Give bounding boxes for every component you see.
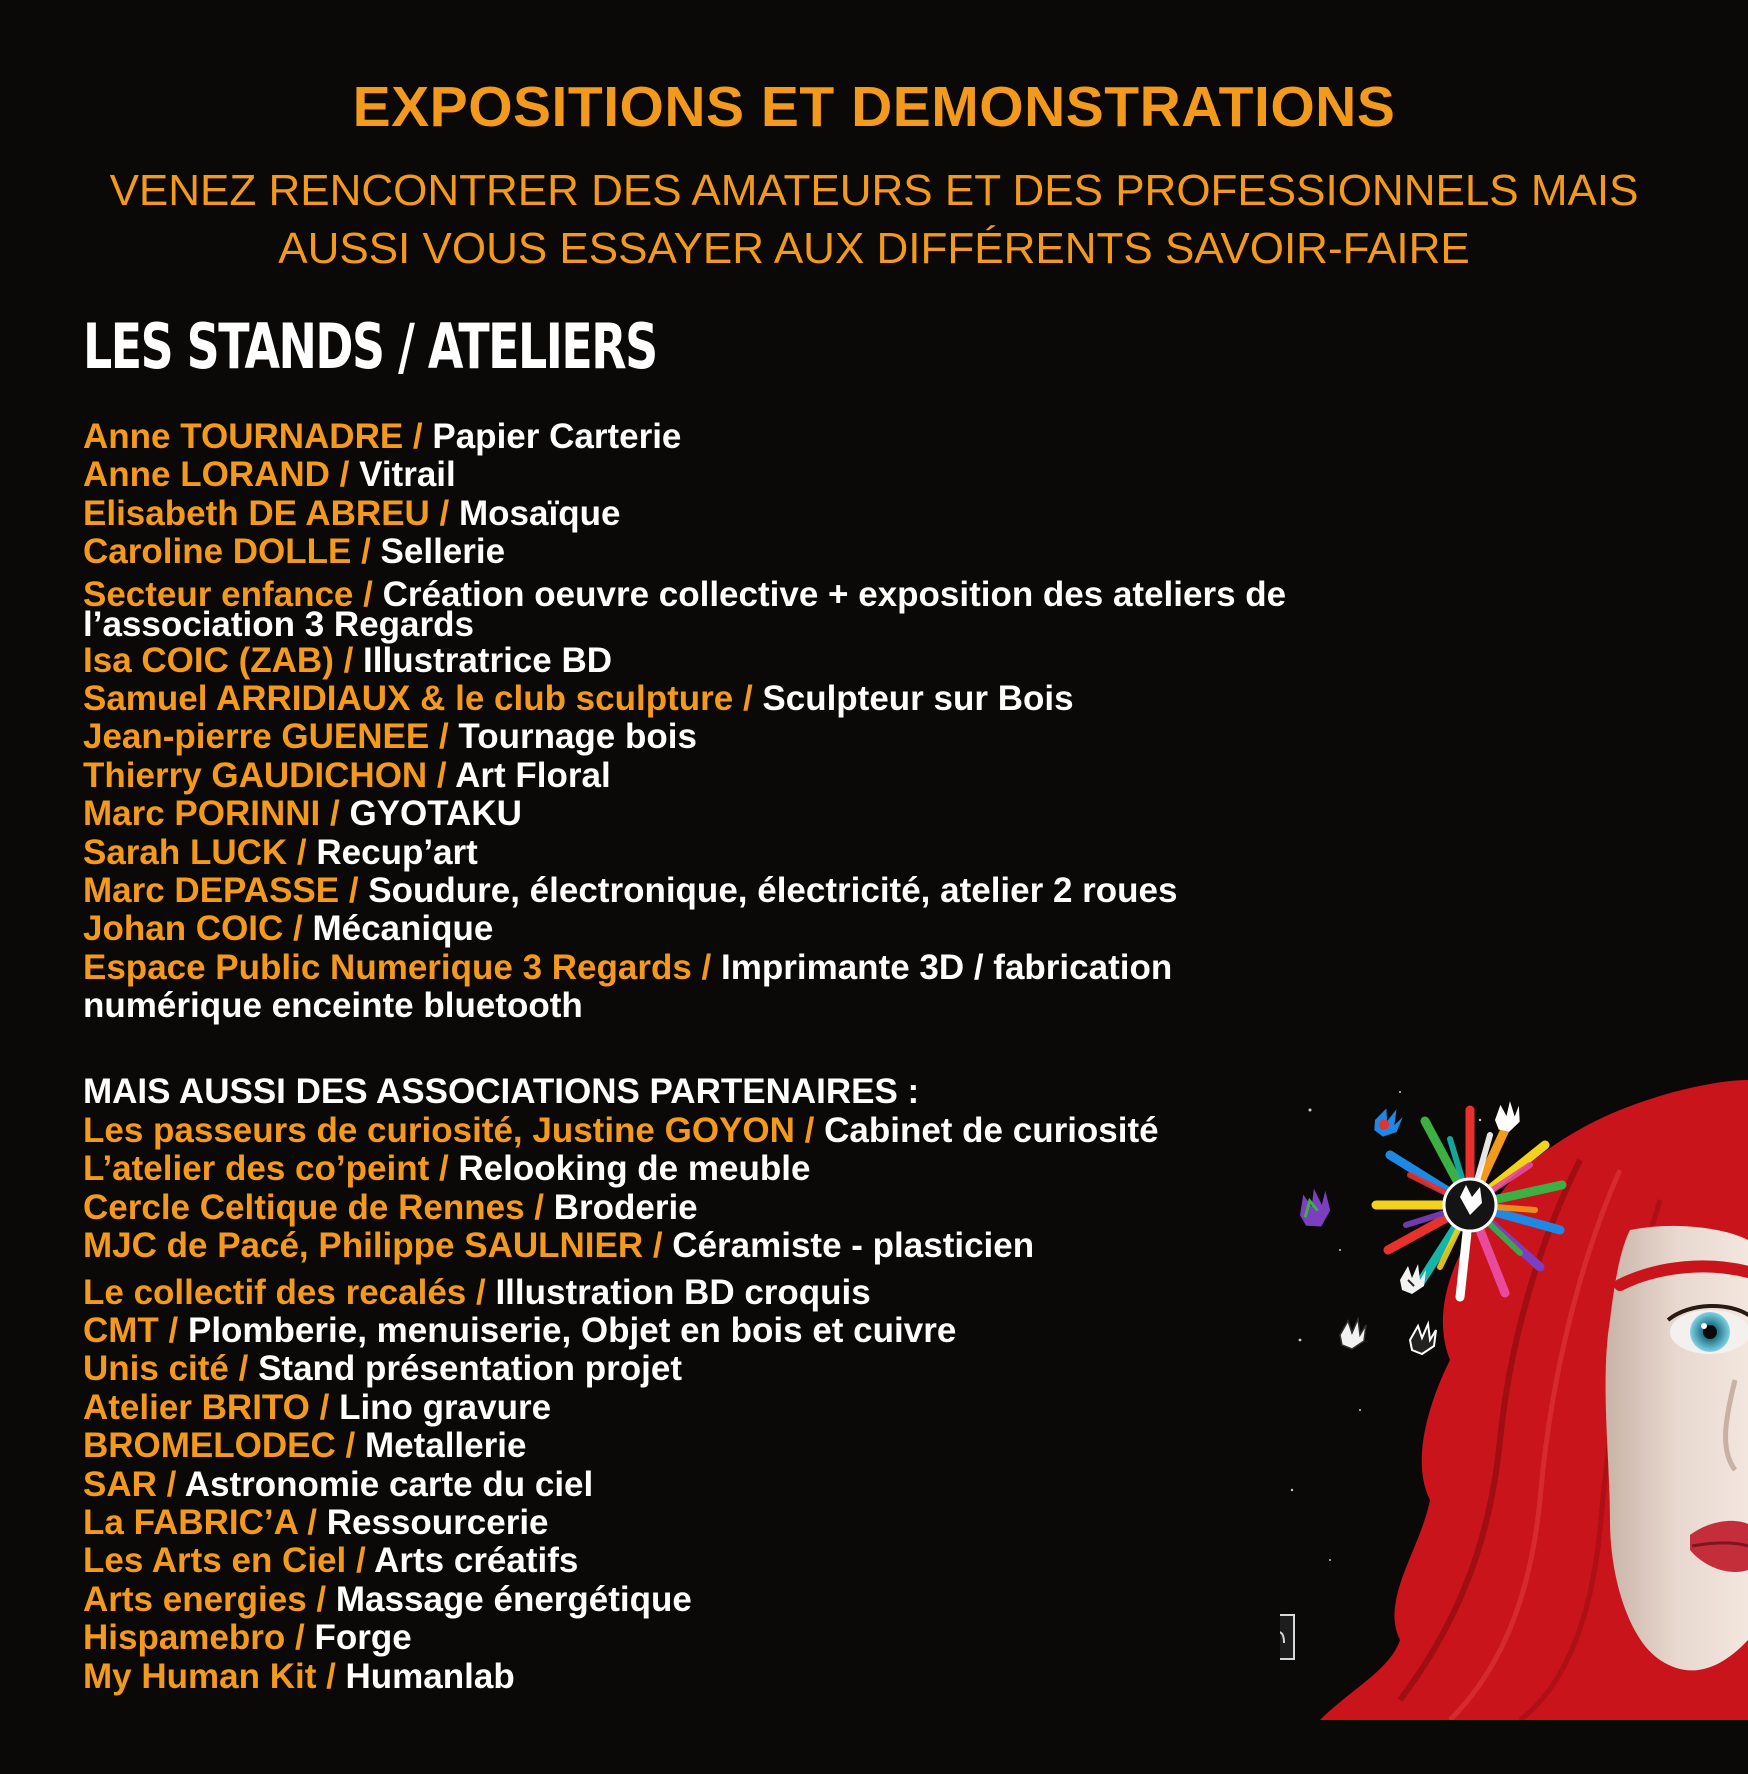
partner-name: La FABRIC’A /: [83, 1503, 327, 1543]
partner-name: BROMELODEC /: [83, 1426, 365, 1466]
exhibitor-activity: Imprimante 3D / fabrication numérique enceinte bluetooth: [83, 947, 1173, 1026]
list-item: [83, 795, 1483, 833]
list-item: [83, 1504, 1483, 1542]
partner-name: My Human Kit /: [83, 1656, 346, 1696]
list-item: [83, 574, 1483, 644]
list-item: [83, 418, 1483, 456]
exhibitor-name: Espace Public Numerique 3 Regards /: [83, 947, 721, 987]
list-item: [83, 1658, 1483, 1696]
partner-activity: Ressourcerie: [326, 1503, 549, 1543]
hand-icon: [1492, 1100, 1523, 1134]
partner-activity: Plomberie, menuiserie, Objet en bois et cuivre: [187, 1311, 957, 1351]
list-item: [83, 1112, 1483, 1150]
exhibitor-activity: Recup’art: [316, 832, 478, 872]
exhibitor-name: Anne LORAND /: [83, 455, 360, 495]
exhibitor-activity: Sculpteur sur Bois: [762, 679, 1074, 719]
list-item: [83, 1542, 1483, 1580]
list-item: [83, 949, 1343, 1026]
hand-icon: [1410, 1324, 1436, 1354]
list-item: [83, 910, 1483, 948]
signature-stamp: [1280, 1615, 1294, 1659]
exhibitor-name: Marc DEPASSE /: [83, 871, 369, 911]
hand-icon: [1371, 1105, 1404, 1141]
partner-activity: Relooking de meuble: [458, 1149, 811, 1189]
list-item: [83, 1312, 1483, 1350]
list-item: [83, 1150, 1483, 1188]
exhibitor-name: Elisabeth DE ABREU /: [83, 493, 459, 533]
subtitle-line-1: VENEZ RENCONTRER DES AMATEURS ET DES PROFESSIONNELS MAIS: [109, 166, 1639, 215]
exhibitor-activity: Soudure, électronique, électricité, atelier 2 roues: [368, 871, 1178, 911]
partner-activity: Arts créatifs: [374, 1541, 579, 1581]
partner-name: Unis cité /: [83, 1349, 259, 1389]
list-item: [83, 1389, 1483, 1427]
list-item: [83, 1466, 1483, 1504]
partners-heading: MAIS AUSSI DES ASSOCIATIONS PARTENAIRES :: [83, 1072, 920, 1111]
exhibitor-name: Jean-pierre GUENEE /: [83, 717, 459, 757]
partner-activity: Lino gravure: [339, 1387, 552, 1427]
exhibitor-activity: Mosaïque: [459, 493, 621, 533]
stands-list: [83, 418, 1483, 1026]
stands-heading: LES STANDS / ATELIERS: [83, 310, 657, 383]
exhibitor-activity: Tournage bois: [458, 717, 697, 757]
exhibitor-activity: Sellerie: [380, 532, 506, 572]
list-item: [83, 495, 1483, 533]
partner-name: Les Arts en Ciel /: [83, 1541, 375, 1581]
list-item: [83, 872, 1483, 910]
partner-name: L’atelier des co’peint /: [83, 1149, 459, 1189]
partner-activity: Massage énergétique: [335, 1579, 692, 1619]
partners-list: [83, 1112, 1483, 1696]
exhibitor-activity: GYOTAKU: [349, 794, 522, 834]
partner-activity: Stand présentation projet: [258, 1349, 682, 1389]
exhibitor-activity: Vitrail: [359, 455, 456, 495]
partner-activity: Metallerie: [364, 1426, 527, 1466]
list-item: [83, 642, 1483, 680]
page-subtitle: [60, 162, 1688, 278]
subtitle-line-2: AUSSI VOUS ESSAYER AUX DIFFÉRENTS SAVOIR-FAIRE: [278, 224, 1470, 273]
exhibitor-name: Marc PORINNI /: [83, 794, 350, 834]
list-item: [83, 680, 1483, 718]
partner-name: MJC de Pacé, Philippe SAULNIER /: [83, 1226, 673, 1266]
partner-activity: Forge: [314, 1618, 412, 1658]
partner-activity: Broderie: [553, 1187, 698, 1227]
exhibitor-activity: Illustratrice BD: [363, 640, 612, 680]
list-item: [83, 757, 1483, 795]
exhibitor-name: Johan COIC /: [83, 909, 313, 949]
partner-activity: Cabinet de curiosité: [824, 1111, 1159, 1150]
painting-illustration: [1280, 1080, 1748, 1720]
exhibitor-activity: Création oeuvre collective + exposition des ateliers de l’association 3 Regards: [83, 574, 1287, 644]
exhibitor-activity: Papier Carterie: [432, 417, 682, 456]
partner-activity: Céramiste - plasticien: [672, 1226, 1035, 1266]
exhibitor-name: Thierry GAUDICHON /: [83, 755, 456, 795]
list-item: [83, 1350, 1483, 1388]
partner-activity: Humanlab: [345, 1656, 515, 1696]
list-item: [83, 1619, 1483, 1657]
partner-name: Arts energies /: [83, 1579, 336, 1619]
list-item: [83, 1427, 1483, 1465]
partner-activity: Astronomie carte du ciel: [184, 1464, 594, 1504]
exhibitor-activity: Mécanique: [312, 909, 494, 949]
exhibitor-name: Samuel ARRIDIAUX & le club sculpture /: [83, 679, 763, 719]
partner-name: Atelier BRITO /: [83, 1387, 340, 1427]
list-item: [83, 533, 1483, 571]
list-item: [83, 718, 1483, 756]
list-item: [83, 456, 1483, 494]
partner-name: Le collectif des recalés /: [83, 1272, 496, 1312]
hand-icon: [1293, 1185, 1336, 1232]
list-item: [83, 1227, 1483, 1265]
page-title: EXPOSITIONS ET DEMONSTRATIONS: [352, 75, 1396, 139]
exhibitor-activity: Art Floral: [455, 755, 611, 795]
exhibitor-name: Isa COIC (ZAB) /: [83, 640, 364, 680]
exhibitor-name: Caroline DOLLE /: [83, 532, 381, 572]
list-item: [83, 1581, 1483, 1619]
exhibitor-name: Secteur enfance /: [83, 574, 383, 614]
partner-name: CMT /: [83, 1311, 188, 1351]
partner-name: Hispamebro /: [83, 1618, 315, 1658]
list-item: [83, 834, 1483, 872]
partner-activity: Illustration BD croquis: [495, 1272, 871, 1312]
partner-name: Cercle Celtique de Rennes /: [83, 1187, 554, 1227]
list-item: [83, 1189, 1483, 1227]
exhibitor-name: Anne TOURNADRE /: [83, 417, 433, 456]
hand-icon: [1400, 1264, 1426, 1294]
exhibitor-name: Sarah LUCK /: [83, 832, 317, 872]
list-item: [83, 1274, 1483, 1312]
partner-name: Les passeurs de curiosité, Justine GOYON /: [83, 1111, 825, 1150]
partner-name: SAR /: [83, 1464, 185, 1504]
hand-icon: [1340, 1319, 1366, 1349]
